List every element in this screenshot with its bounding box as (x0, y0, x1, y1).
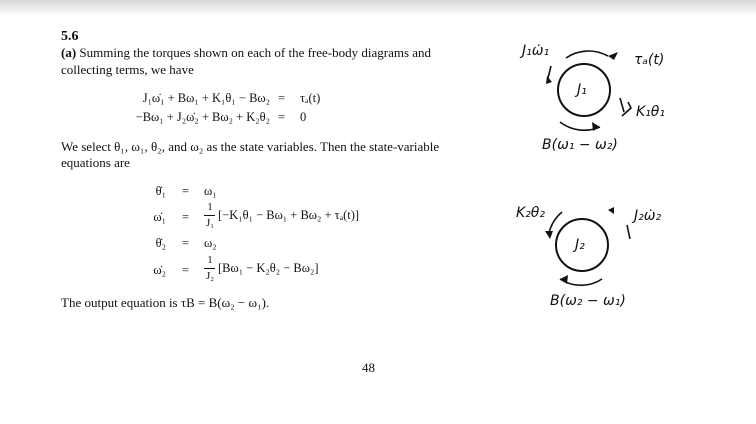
torque-eq-2-rhs: 0 (300, 110, 307, 124)
input-torque-arrow-head (608, 52, 618, 60)
output-equation: The output equation is τB = B(ω₂ − ω₁). (61, 295, 270, 310)
diagram2-damper-label: B(ω₂ − ω₁) (550, 293, 626, 309)
diagram2-inertia-label: J₂ω̇₂ (634, 208, 662, 224)
torque-eq-2-op: = (278, 110, 286, 124)
inertia-arrow-head-2 (608, 207, 614, 214)
viewer-top-shadow (0, 0, 756, 16)
inertia-arrow-shaft-1 (548, 66, 551, 78)
diagram2-center-label: J₂ (575, 237, 585, 253)
state-eq-4-rhs: [Bω₁ − K₂θ₂ − Bω₂] (218, 261, 319, 275)
torque-eq-1-op: = (278, 91, 286, 105)
state-eq-3-op: = (182, 236, 190, 250)
state-eq-4-lhs: ω̇₂ (153, 263, 166, 277)
problem-number: 5.6 (61, 29, 79, 44)
intro-line-1 (61, 45, 431, 61)
spring-arrow-head-2 (545, 231, 553, 239)
torque-eq-1-lhs: J₁ω̇₁ + Bω₁ + K₁θ₁ − Bω₂ (142, 91, 270, 105)
damper-arrow-head-2 (560, 275, 568, 284)
part-label: (a) (61, 45, 77, 60)
state-eq-1-op: = (182, 184, 190, 198)
intro-line-2: collecting terms, we have (61, 62, 194, 77)
state-eq-4-frac-num: 1 (207, 254, 213, 266)
torque-eq-1-rhs: τₐ(t) (300, 91, 321, 105)
diagram1-inertia-label: J₁ω̇₁ (522, 43, 550, 59)
state-eq-2-frac-den: J₁ (205, 217, 215, 229)
state-eq-4-frac-den: J₂ (205, 270, 215, 282)
diagram1-spring-label: K₁θ₁ (636, 104, 665, 120)
state-eq-4-frac-bar (204, 268, 215, 269)
diagram2-spring-label: K₂θ₂ (516, 205, 545, 221)
state-eq-2-lhs: ω̇₁ (153, 210, 166, 224)
state-eq-2-frac-num: 1 (207, 201, 213, 213)
state-eq-2-op: = (182, 210, 190, 224)
intro-text-1: Summing the torques shown on each of the free-body diagrams and (79, 45, 432, 60)
diagram1-input-torque-label: τₐ(t) (634, 52, 665, 68)
diagram1-center-label: J₁ (577, 82, 587, 98)
state-text-line-2: equations are (61, 155, 130, 170)
spring-torque-shaft-1 (620, 98, 624, 112)
torque-eq-2-lhs: −Bω₁ + J₂ω̇₂ + Bω₂ + K₂θ₂ (135, 110, 270, 124)
state-eq-3-rhs: ω₂ (204, 236, 217, 250)
state-eq-1-rhs: ω₁ (204, 184, 217, 198)
state-eq-1-lhs: θ̇₁ (155, 184, 166, 198)
diagram1-damper-label: B(ω₁ − ω₂) (542, 137, 618, 153)
state-eq-2-frac-bar (204, 215, 215, 216)
inertia-torque-arc-1 (566, 51, 608, 58)
damper-arrow-head-1 (592, 122, 600, 131)
page-number: 48 (362, 360, 375, 375)
state-eq-2-rhs: [−K₁θ₁ − Bω₁ + Bω₂ + τₐ(t)] (218, 208, 360, 222)
state-eq-4-op: = (182, 263, 190, 277)
state-eq-3-lhs: θ̇₂ (155, 236, 166, 250)
inertia-arrow-shaft-2 (627, 225, 630, 239)
state-text-line-1: We select θ₁, ω₁, θ₂, and ω₂ as the state variables. Then the state-variable (61, 139, 440, 154)
